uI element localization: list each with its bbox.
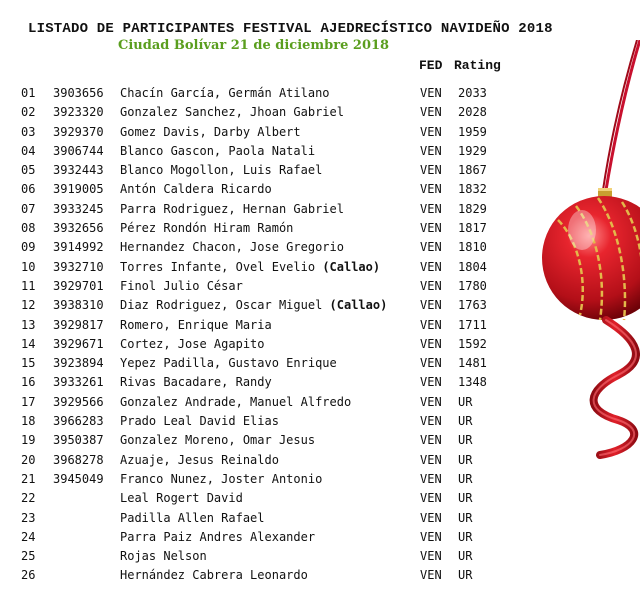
fide-id: 3923320 — [53, 105, 104, 120]
player-name-cell — [120, 296, 387, 315]
participant-row — [0, 470, 640, 489]
federation: VEN — [420, 105, 442, 120]
rating: 1810 — [458, 240, 487, 255]
participant-number: 24 — [21, 529, 36, 544]
federation: VEN — [420, 529, 442, 544]
fide-id: 3938310 — [53, 298, 104, 313]
rating: UR — [458, 529, 473, 544]
federation: VEN — [420, 298, 442, 313]
player-location-note: (Callao) — [322, 259, 381, 274]
player-name: Parra Paiz Andres Alexander — [120, 529, 316, 544]
federation: VEN — [420, 491, 442, 506]
participant-number: 05 — [21, 163, 36, 178]
player-name: Gonzalez Andrade, Manuel Alfredo — [120, 394, 352, 409]
rating: 1959 — [458, 124, 487, 139]
event-date-location: Ciudad Bolívar 21 de diciembre 2018 — [118, 38, 390, 53]
participant-number: 08 — [21, 221, 36, 236]
rating: 1804 — [458, 259, 487, 274]
rating: 1763 — [458, 298, 487, 313]
christmas-ornament-icon — [488, 40, 640, 460]
federation: VEN — [420, 259, 442, 274]
fide-id: 3914992 — [53, 240, 104, 255]
player-name: Padilla Allen Rafael — [120, 510, 265, 525]
player-name: Franco Nunez, Joster Antonio — [120, 471, 323, 486]
player-name: Chacín García, Germán Atilano — [120, 86, 330, 100]
participant-number: 25 — [21, 549, 36, 564]
participant-row — [0, 566, 640, 585]
participant-number: 26 — [21, 568, 36, 583]
federation: VEN — [420, 240, 442, 255]
player-name: Antón Caldera Ricardo — [120, 182, 272, 197]
player-name: Parra Rodriguez, Hernan Gabriel — [120, 201, 344, 216]
player-name-cell — [120, 103, 344, 122]
player-name-cell — [120, 354, 337, 373]
fide-id: 3929370 — [53, 124, 104, 139]
federation: VEN — [420, 221, 442, 236]
player-name-cell — [120, 238, 344, 257]
rating: 1929 — [458, 143, 487, 158]
federation: VEN — [420, 356, 442, 371]
rating: 2028 — [458, 105, 487, 120]
participant-number: 20 — [21, 452, 36, 467]
player-name: Azuaje, Jesus Reinaldo — [120, 452, 279, 467]
rating: 1592 — [458, 336, 487, 351]
fide-id: 3966283 — [53, 414, 104, 429]
fide-id: 3932443 — [53, 163, 104, 178]
participant-number: 22 — [21, 491, 36, 506]
fide-id: 3950387 — [53, 433, 104, 448]
federation: VEN — [420, 86, 442, 100]
rating: 1481 — [458, 356, 487, 371]
rating: 1348 — [458, 375, 487, 390]
rating: UR — [458, 452, 473, 467]
participant-number: 06 — [21, 182, 36, 197]
player-name-cell — [120, 489, 243, 508]
fide-id: 3929566 — [53, 394, 104, 409]
rating: UR — [458, 471, 473, 486]
player-name-cell — [120, 373, 272, 392]
player-location-note: (Callao) — [329, 298, 388, 313]
rating: 1829 — [458, 201, 487, 216]
federation: VEN — [420, 278, 442, 293]
federation: VEN — [420, 163, 442, 178]
rating: UR — [458, 394, 473, 409]
player-name-cell — [120, 335, 265, 354]
federation: VEN — [420, 568, 442, 583]
participant-number: 11 — [21, 278, 36, 293]
rating: 1867 — [458, 163, 487, 178]
player-name: Diaz Rodriguez, Oscar Miguel — [120, 298, 323, 313]
participant-number: 16 — [21, 375, 36, 390]
document-title: LISTADO DE PARTICIPANTES FESTIVAL AJEDRECÍSTICO NAVIDEÑO 2018 — [28, 21, 553, 37]
player-name-cell — [120, 393, 351, 412]
participant-row — [0, 489, 640, 508]
rating: UR — [458, 414, 473, 429]
player-name-cell — [120, 84, 330, 103]
rating: UR — [458, 491, 473, 506]
player-name-cell — [120, 566, 308, 585]
rating: UR — [458, 568, 473, 583]
fide-id: 3929671 — [53, 336, 104, 351]
participant-number: 07 — [21, 201, 36, 216]
player-name: Leal Rogert David — [120, 491, 243, 506]
player-name: Gomez Davis, Darby Albert — [120, 124, 301, 139]
rating: 1817 — [458, 221, 487, 236]
participant-number: 09 — [21, 240, 36, 255]
player-name: Romero, Enrique Maria — [120, 317, 272, 332]
player-name: Prado Leal David Elias — [120, 414, 279, 429]
player-name: Blanco Mogollon, Luis Rafael — [120, 163, 323, 178]
federation: VEN — [420, 143, 442, 158]
rating: 1711 — [458, 317, 487, 332]
player-name: Pérez Rondón Hiram Ramón — [120, 221, 294, 236]
player-name-cell — [120, 277, 243, 296]
federation: VEN — [420, 414, 442, 429]
player-name-cell — [120, 431, 315, 450]
federation: VEN — [420, 394, 442, 409]
player-name: Yepez Padilla, Gustavo Enrique — [120, 356, 337, 371]
player-name-cell — [120, 451, 279, 470]
player-name: Torres Infante, Ovel Evelio — [120, 259, 316, 274]
player-name-cell — [120, 470, 322, 489]
player-name-cell — [120, 412, 279, 431]
rating: 1780 — [458, 278, 487, 293]
player-name-cell — [120, 528, 315, 547]
player-name-cell — [120, 180, 272, 199]
fide-id: 3929701 — [53, 278, 104, 293]
federation: VEN — [420, 452, 442, 467]
player-name-cell — [120, 316, 272, 335]
federation: VEN — [420, 182, 442, 197]
player-name-cell — [120, 509, 265, 528]
player-name-cell — [120, 547, 207, 566]
federation: VEN — [420, 510, 442, 525]
federation: VEN — [420, 201, 442, 216]
participant-number: 01 — [21, 86, 36, 100]
player-name: Hernandez Chacon, Jose Gregorio — [120, 240, 344, 255]
rating: UR — [458, 433, 473, 448]
fide-id: 3906744 — [53, 143, 104, 158]
participant-number: 10 — [21, 259, 36, 274]
player-name-cell — [120, 142, 315, 161]
fide-id: 3903656 — [53, 86, 104, 100]
player-name-cell — [120, 200, 344, 219]
participant-number: 13 — [21, 317, 36, 332]
player-name: Gonzalez Moreno, Omar Jesus — [120, 433, 316, 448]
participant-number: 03 — [21, 124, 36, 139]
fide-id: 3919005 — [53, 182, 104, 197]
federation: VEN — [420, 336, 442, 351]
rating: UR — [458, 510, 473, 525]
federation: VEN — [420, 549, 442, 564]
fide-id: 3923894 — [53, 356, 104, 371]
participant-number: 21 — [21, 471, 36, 486]
participant-number: 18 — [21, 414, 36, 429]
federation: VEN — [420, 471, 442, 486]
participant-number: 15 — [21, 356, 36, 371]
federation: VEN — [420, 433, 442, 448]
player-name: Gonzalez Sanchez, Jhoan Gabriel — [120, 105, 344, 120]
player-name: Rivas Bacadare, Randy — [120, 375, 272, 390]
player-name: Rojas Nelson — [120, 549, 207, 564]
participant-number: 17 — [21, 394, 36, 409]
participant-row — [0, 509, 640, 528]
participant-number: 19 — [21, 433, 36, 448]
fide-id: 3932710 — [53, 259, 104, 274]
player-name-cell — [120, 219, 293, 238]
player-name: Cortez, Jose Agapito — [120, 336, 265, 351]
column-header-fed: FED — [419, 58, 443, 73]
participant-number: 04 — [21, 143, 36, 158]
player-name: Blanco Gascon, Paola Natali — [120, 143, 316, 158]
fide-id: 3933261 — [53, 375, 104, 390]
participant-row — [0, 528, 640, 547]
participant-number: 23 — [21, 510, 36, 525]
player-name-cell — [120, 161, 322, 180]
fide-id: 3945049 — [53, 471, 104, 486]
fide-id: 3968278 — [53, 452, 104, 467]
federation: VEN — [420, 124, 442, 139]
federation: VEN — [420, 317, 442, 332]
participant-number: 02 — [21, 105, 36, 120]
fide-id: 3933245 — [53, 201, 104, 216]
participant-row — [0, 547, 640, 566]
rating: 2033 — [458, 86, 487, 100]
player-name-cell — [120, 258, 380, 277]
rating: UR — [458, 549, 473, 564]
federation: VEN — [420, 375, 442, 390]
rating: 1832 — [458, 182, 487, 197]
fide-id: 3929817 — [53, 317, 104, 332]
player-name-cell — [120, 123, 301, 142]
fide-id: 3932656 — [53, 221, 104, 236]
participant-number: 12 — [21, 298, 36, 313]
column-header-rating: Rating — [454, 58, 501, 73]
player-name: Finol Julio César — [120, 278, 243, 293]
player-name: Hernández Cabrera Leonardo — [120, 568, 308, 583]
participant-number: 14 — [21, 336, 36, 351]
